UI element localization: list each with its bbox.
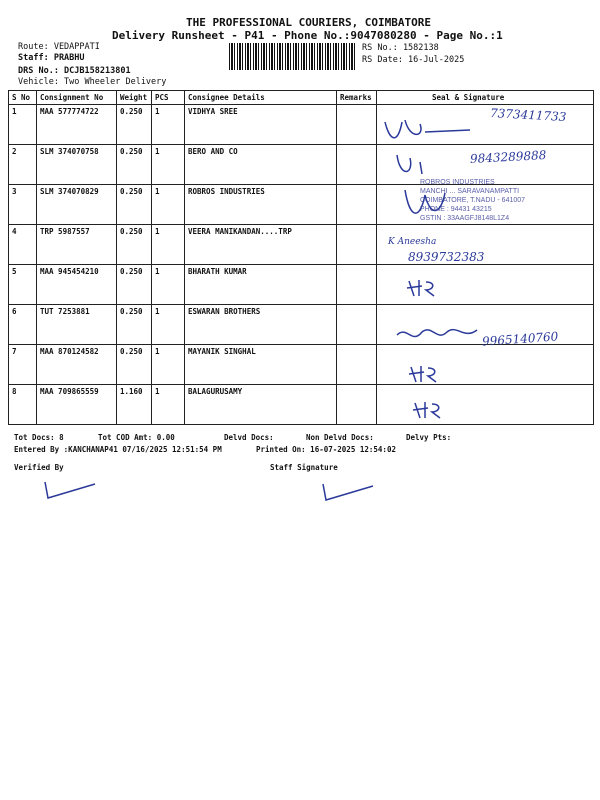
signature-row2 [392, 150, 452, 180]
cell-pcs: 1 [152, 105, 185, 145]
cell-pcs: 1 [152, 265, 185, 305]
cell-consignment: MAA 945454210 [37, 265, 117, 305]
stamp-line: GSTIN : 33AAGFJ8148L1Z4 [420, 215, 510, 222]
col-weight: Weight [117, 91, 152, 105]
cell-sno: 4 [9, 225, 37, 265]
col-seal-signature: Seal & Signature [377, 91, 594, 105]
handwritten-phone-row6: 9965140760 [481, 329, 559, 349]
delivered-docs: Delvd Docs: [224, 433, 274, 442]
rs-number: RS No.: 1582138 [362, 43, 439, 53]
cell-weight: 0.250 [117, 105, 152, 145]
cell-consignee: BHARATH KUMAR [185, 265, 337, 305]
cell-pcs: 1 [152, 225, 185, 265]
signature-row5 [404, 276, 464, 301]
cell-consignee: BERO AND CO [185, 145, 337, 185]
staff-signature-mark [318, 480, 378, 505]
stamp-line: PHONE : 94431 43215 [420, 206, 492, 213]
cell-remarks [337, 105, 377, 145]
handwritten-phone-row4: 8939732383 [408, 250, 485, 264]
col-consignee: Consignee Details [185, 91, 337, 105]
handwritten-name-row4: K Aneesha [388, 237, 437, 247]
cell-sno: 3 [9, 185, 37, 225]
col-consignment: Consignment No [37, 91, 117, 105]
signature-row8 [410, 398, 470, 423]
cell-consignment: TRP 5987557 [37, 225, 117, 265]
table-row [9, 385, 594, 425]
signature-row7 [406, 362, 466, 387]
cell-weight: 0.250 [117, 145, 152, 185]
cell-weight: 1.160 [117, 385, 152, 425]
drs-number: DRS No.: DCJB158213801 [18, 66, 131, 76]
vehicle-label: Vehicle: Two Wheeler Delivery [18, 77, 167, 87]
cell-remarks [337, 265, 377, 305]
cell-sno: 2 [9, 145, 37, 185]
handwritten-phone-row1: 7373411733 [489, 106, 567, 124]
cell-consignment: MAA 577774722 [37, 105, 117, 145]
table-row [9, 225, 594, 265]
cell-consignment: MAA 709865559 [37, 385, 117, 425]
col-sno: S No [9, 91, 37, 105]
signature-row1 [380, 112, 480, 147]
rs-date: RS Date: 16-Jul-2025 [362, 55, 465, 65]
cell-weight: 0.250 [117, 305, 152, 345]
cell-sno: 1 [9, 105, 37, 145]
cell-pcs: 1 [152, 345, 185, 385]
cell-weight: 0.250 [117, 225, 152, 265]
cell-pcs: 1 [152, 145, 185, 185]
cell-pcs: 1 [152, 385, 185, 425]
cell-consignee: ROBROS INDUSTRIES [185, 185, 337, 225]
total-cod-amount: Tot COD Amt: 0.00 [98, 433, 175, 442]
table-header-row [9, 91, 594, 105]
company-title: THE PROFESSIONAL COURIERS, COIMBATORE [186, 16, 432, 29]
cell-pcs: 1 [152, 185, 185, 225]
cell-consignee: VEERA MANIKANDAN....TRP [185, 225, 337, 265]
cell-sno: 7 [9, 345, 37, 385]
cell-sno: 8 [9, 385, 37, 425]
cell-consignee: MAYANIK SINGHAL [185, 345, 337, 385]
col-remarks: Remarks [337, 91, 377, 105]
route-label: Route: VEDAPPATI [18, 42, 100, 52]
cell-consignee: ESWARAN BROTHERS [185, 305, 337, 345]
cell-remarks [337, 185, 377, 225]
cell-remarks [337, 145, 377, 185]
cell-pcs: 1 [152, 305, 185, 345]
handwritten-phone-row2: 9843289888 [469, 148, 547, 166]
consignment-table [8, 90, 594, 425]
stamp-line: COIMBATORE, T.NADU - 641007 [420, 197, 526, 204]
signature-row6 [392, 320, 482, 345]
cell-consignment: TUT 7253881 [37, 305, 117, 345]
cell-sno: 5 [9, 265, 37, 305]
stamp-line: ROBROS INDUSTRIES [420, 179, 495, 186]
cell-remarks [337, 345, 377, 385]
signature-row3 [400, 185, 450, 225]
printed-on: Printed On: 16-07-2025 12:54:02 [256, 445, 396, 454]
cell-sno: 6 [9, 305, 37, 345]
staff-label: Staff: PRABHU [18, 53, 85, 63]
total-docs: Tot Docs: 8 [14, 433, 64, 442]
verified-by-signature [40, 478, 100, 503]
delivery-points: Delvy Pts: [406, 433, 452, 442]
staff-signature-label: Staff Signature [270, 463, 338, 472]
entered-by: Entered By :KANCHANAP41 07/16/2025 12:51:54 PM [14, 445, 222, 454]
cell-consignment: MAA 870124582 [37, 345, 117, 385]
barcode-image [229, 43, 356, 70]
table-row [9, 265, 594, 305]
table-row [9, 345, 594, 385]
stamp-line: MANCHI ... SARAVANAMPATTI [420, 188, 520, 195]
cell-consignee: BALAGURUSAMY [185, 385, 337, 425]
col-pcs: PCS [152, 91, 185, 105]
cell-weight: 0.250 [117, 185, 152, 225]
cell-weight: 0.250 [117, 345, 152, 385]
runsheet-subtitle: Delivery Runsheet - P41 - Phone No.:9047080280 - Page No.:1 [112, 29, 503, 42]
cell-remarks [337, 385, 377, 425]
cell-remarks [337, 225, 377, 265]
cell-consignment: SLM 374070758 [37, 145, 117, 185]
cell-consignment: SLM 374070829 [37, 185, 117, 225]
cell-weight: 0.250 [117, 265, 152, 305]
verified-by-label: Verified By [14, 463, 64, 472]
non-delivered-docs: Non Delvd Docs: [306, 433, 374, 442]
cell-remarks [337, 305, 377, 345]
cell-consignee: VIDHYA SREE [185, 105, 337, 145]
